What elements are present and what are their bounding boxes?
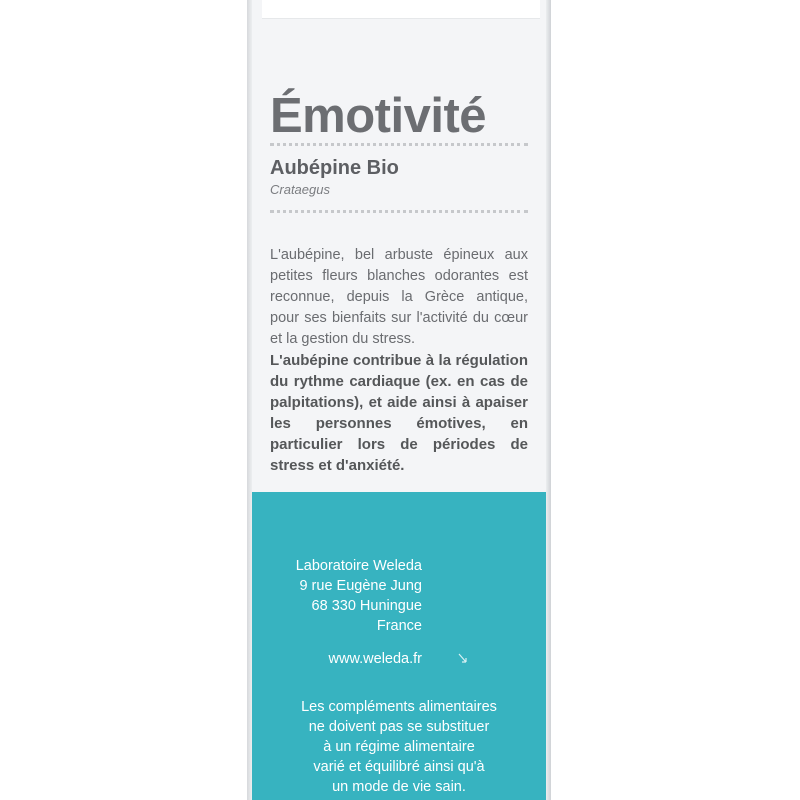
latin-name: Crataegus	[270, 182, 330, 197]
dietary-disclaimer	[270, 697, 528, 797]
manufacturer-address	[270, 556, 422, 636]
product-title: Émotivité	[270, 89, 487, 143]
disclaimer-line: un mode de vie sain.	[332, 779, 466, 795]
address-line: 9 rue Eugène Jung	[299, 578, 422, 594]
disclaimer-line: à un régime alimentaire	[323, 739, 475, 755]
address-line: 68 330 Huningue	[311, 598, 422, 614]
address-line: Laboratoire Weleda	[295, 558, 422, 574]
website-url[interactable]: www.weleda.fr	[328, 651, 422, 667]
disclaimer-line: Les compléments alimentaires	[301, 699, 497, 715]
printed-mark-icon	[458, 652, 468, 664]
health-claim-text: L'aubépine contribue à la régulation du rythme cardiaque (ex. en cas de palpitations), et aide ainsi à apaiser les personnes émotives, en particulier lors de périodes de stress et d'anxiété.	[270, 352, 528, 474]
box-edge-left	[247, 0, 252, 800]
disclaimer-line: varié et équilibré ainsi qu'à	[313, 759, 485, 775]
description-text: L'aubépine, bel arbuste épineux aux petites fleurs blanches odorantes est reconnue, depuis la Grèce antique, pour ses bienfaits sur l'activité du cœur et la gestion du stress.	[270, 247, 528, 347]
disclaimer-line: ne doivent pas se substituer	[308, 719, 490, 735]
dotted-divider-top	[270, 143, 528, 146]
product-name: Aubépine Bio	[270, 157, 399, 179]
box-top-flap	[262, 0, 540, 19]
dotted-divider-bottom	[270, 210, 528, 213]
address-line: France	[376, 618, 422, 634]
box-edge-right	[546, 0, 551, 800]
